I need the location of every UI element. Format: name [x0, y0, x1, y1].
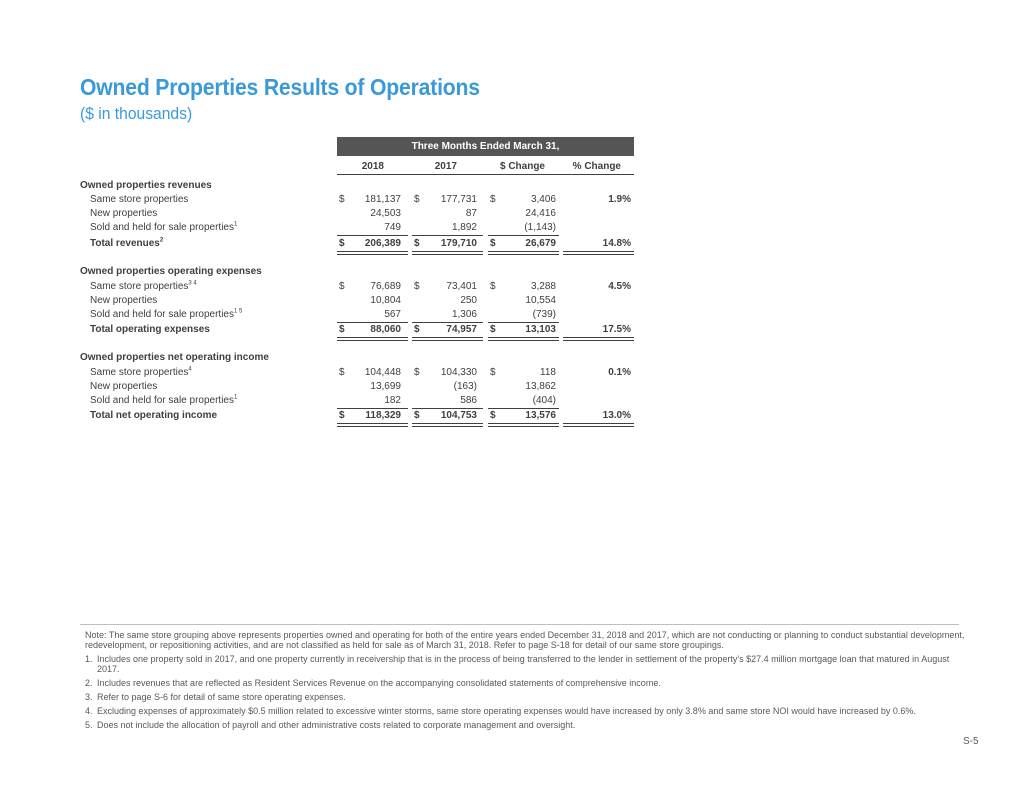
subtotal-rule [412, 408, 483, 409]
total-double-rule [337, 337, 408, 341]
total-double-rule [412, 423, 483, 427]
footnote-item: 2. Includes revenues that are reflected as Resident Services Revenue on the accompanying consolidated statements of comprehensive income. [85, 678, 661, 688]
col-header-2018: 2018 [361, 161, 384, 172]
col-header-dollar-change: $ Change [499, 161, 545, 172]
table-row-revenue-same-store: Same store properties $ 181,137 $ 177,731 $ 3,406 1.9% [90, 194, 631, 205]
period-header-band: Three Months Ended March 31, [337, 137, 634, 156]
total-double-rule [412, 251, 483, 255]
table-row-expense-same-store: Same store properties$^{3 4}$ $ 76,689 $ 73,401 $ 3,288 4.5% [90, 280, 631, 292]
table-row-total-revenues: Total revenues$^2$ $ 206,389 $ 179,710 $ 26,679 14.8% [90, 237, 631, 249]
subtotal-rule [488, 322, 559, 323]
table-row-noi-same-store: Same store properties$^4$ $ 104,448 $ 104,330 $ 118 0.1% [90, 366, 631, 378]
subtotal-rule [337, 408, 408, 409]
table-row-revenue-sold: Sold and held for sale properties$^1$ 749 1,892 (1,143) [90, 221, 556, 233]
subtotal-rule [337, 235, 408, 236]
total-double-rule [337, 423, 408, 427]
table-row-total-expenses: Total operating expenses $ 88,060 $ 74,957 $ 13,103 17.5% [90, 324, 631, 335]
footnote-item: 1. Includes one property sold in 2017, and one property currently in receivership that is in the process of being transferred to the lender in settlement of the property's $27.4 million mortgage loan that matured in August 2017. [85, 654, 950, 674]
col-header-pct-change: % Change [572, 161, 621, 172]
total-double-rule [563, 337, 634, 341]
footnote-item: 3. Refer to page S-6 for detail of same store operating expenses. [85, 692, 346, 702]
footnote-item: 5. Does not include the allocation of payroll and other administrative costs related to corporate management and oversight. [85, 720, 576, 730]
total-double-rule [488, 337, 559, 341]
table-row-expense-new: New properties 10,804 250 10,554 [90, 295, 556, 306]
total-double-rule [488, 423, 559, 427]
total-double-rule [412, 337, 483, 341]
total-double-rule [563, 251, 634, 255]
table-row-noi-sold: Sold and held for sale properties$^1$ 182 586 (404) [90, 394, 556, 406]
subtotal-rule [412, 235, 483, 236]
section-heading-revenues: Owned properties revenues [80, 180, 212, 191]
table-row-expense-sold: Sold and held for sale properties$^{1 5}$ 567 1,306 (739) [90, 308, 556, 320]
section-heading-expenses: Owned properties operating expenses [80, 266, 262, 277]
total-double-rule [337, 251, 408, 255]
table-row-revenue-new: New properties 24,503 87 24,416 [90, 208, 556, 219]
table-row-noi-new: New properties 13,699 (163) 13,862 [90, 381, 556, 392]
header-rule [337, 174, 634, 175]
footnotes [85, 630, 970, 734]
section-heading-noi: Owned properties net operating income [80, 352, 269, 363]
col-header-2017: 2017 [434, 161, 457, 172]
subtotal-rule [337, 322, 408, 323]
total-double-rule [488, 251, 559, 255]
footnote-item: 4. Excluding expenses of approximately $0.5 million related to excessive winter storms, same store operating expenses would have increased by only 3.8% and same store NOI would have increased by 0.6%. [85, 706, 916, 716]
table-row-total-noi: Total net operating income $ 118,329 $ 104,753 $ 13,576 13.0% [90, 410, 631, 421]
subtotal-rule [412, 322, 483, 323]
subtotal-rule [488, 408, 559, 409]
total-double-rule [563, 423, 634, 427]
page-subtitle: ($ in thousands) [80, 104, 193, 123]
page-title: Owned Properties Results of Operations [80, 74, 480, 100]
subtotal-rule [488, 235, 559, 236]
note-intro: Note: The same store grouping above represents properties owned and operating for both of the entire years ended December 31, 2018 and 2017, which are not conducting or planning to conduct substantial development, redevelopment, or repositioning activities, and are not classified as held for sale as of March 31, 2018. Refer to page S-18 for detail of our same store groupings. [85, 630, 965, 650]
notes-divider [80, 624, 959, 625]
page-number: S-5 [963, 736, 979, 747]
